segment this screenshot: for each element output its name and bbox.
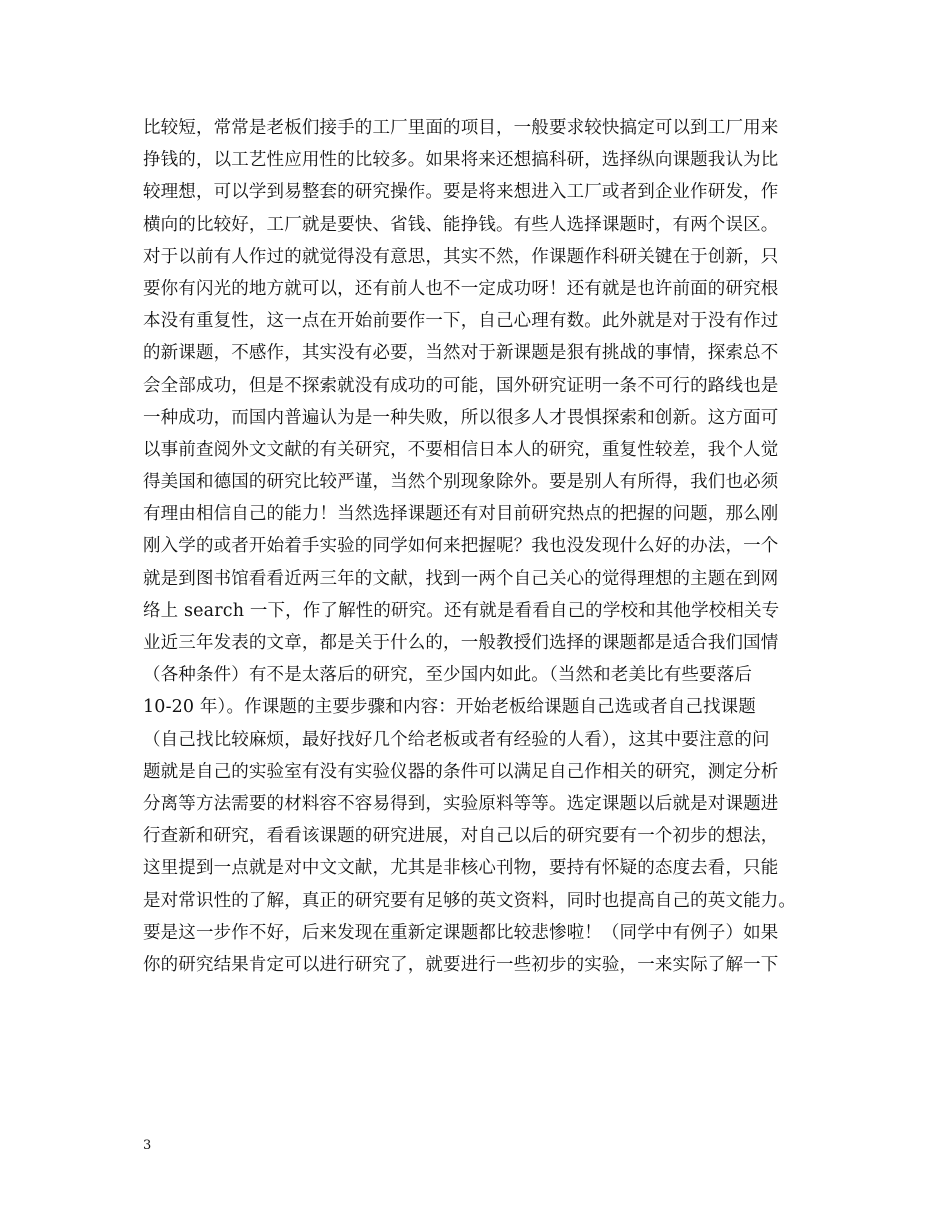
text-line: 络上 search 一下，作了解性的研究。还有就是看看自己的学校和其他学校相关专 — [143, 600, 780, 621]
text-line: 比较短，常常是老板们接手的工厂里面的项目，一般要求较快搞定可以到工厂用来 — [143, 118, 779, 138]
text-line: （自己找比较麻烦，最好找好几个给老板或者有经验的人看），这其中要注意的问 — [143, 729, 770, 750]
text-line: 较理想，可以学到易整套的研究操作。要是将来想进入工厂或者到企业作研发，作 — [143, 182, 779, 203]
text-line: 是对常识性的了解，真正的研究要有足够的英文资料，同时也提高自己的英文能力。 — [143, 890, 797, 911]
text-line: 一种成功，而国内普遍认为是一种失败，所以很多人才畏惧探索和创新。这方面可 — [143, 407, 779, 428]
text-line: 要是这一步作不好，后来发现在重新定课题都比较悲惨啦！（同学中有例子）如果 — [143, 922, 779, 943]
text-line: 分离等方法需要的材料容不容易得到，实验原料等等。选定课题以后就是对课题进 — [143, 793, 779, 814]
text-line: 的新课题，不感作，其实没有必要，当然对于新课题是狠有挑战的事情，探索总不 — [143, 343, 779, 364]
page-number: 3 — [143, 1138, 152, 1153]
text-line: 要你有闪光的地方就可以，还有前人也不一定成功呀！还有就是也许前面的研究根 — [143, 278, 779, 299]
text-line: 刚入学的或者开始着手实验的同学如何来把握呢？我也没发现什么好的办法，一个 — [143, 536, 779, 557]
text-line: 你的研究结果肯定可以进行研究了，就要进行一些初步的实验，一来实际了解一下 — [143, 954, 779, 975]
text-line: 挣钱的，以工艺性应用性的比较多。如果将来还想搞科研，选择纵向课题我认为比 — [143, 150, 779, 171]
body-text — [143, 112, 813, 981]
text-line: 横向的比较好，工厂就是要快、省钱、能挣钱。有些人选择课题时，有两个误区。 — [143, 214, 779, 235]
text-line: 就是到图书馆看看近两三年的文献，找到一两个自己关心的觉得理想的主题在到网 — [143, 568, 779, 589]
text-line: （各种条件）有不是太落后的研究，至少国内如此。（当然和老美比有些要落后 — [143, 665, 752, 686]
text-line: 行查新和研究，看看该课题的研究进展，对自己以后的研究要有一个初步的想法， — [143, 826, 779, 847]
text-line: 这里提到一点就是对中文文献，尤其是非核心刊物，要持有怀疑的态度去看，只能 — [143, 858, 779, 879]
text-line: 对于以前有人作过的就觉得没有意思，其实不然，作课题作科研关键在于创新，只 — [143, 246, 779, 267]
text-line: 会全部成功，但是不探索就没有成功的可能，国外研究证明一条不可行的路线也是 — [143, 375, 779, 396]
text-line: 本没有重复性，这一点在开始前要作一下，自己心理有数。此外就是对于没有作过 — [143, 311, 779, 332]
text-line: 10-20 年）。作课题的主要步骤和内容：开始老板给课题自己选或者自己找课题 — [143, 697, 756, 718]
text-line: 以事前查阅外文文献的有关研究，不要相信日本人的研究，重复性较差，我个人觉 — [143, 439, 779, 460]
text-line: 有理由相信自己的能力！当然选择课题还有对目前研究热点的把握的问题，那么刚 — [143, 504, 779, 525]
text-line: 业近三年发表的文章，都是关于什么的，一般教授们选择的课题都是适合我们国情 — [143, 633, 779, 653]
text-line: 得美国和德国的研究比较严谨，当然个别现象除外。要是别人有所得，我们也必须 — [143, 472, 779, 493]
text-line: 题就是自己的实验室有没有实验仪器的条件可以满足自己作相关的研究，测定分析 — [143, 761, 779, 782]
